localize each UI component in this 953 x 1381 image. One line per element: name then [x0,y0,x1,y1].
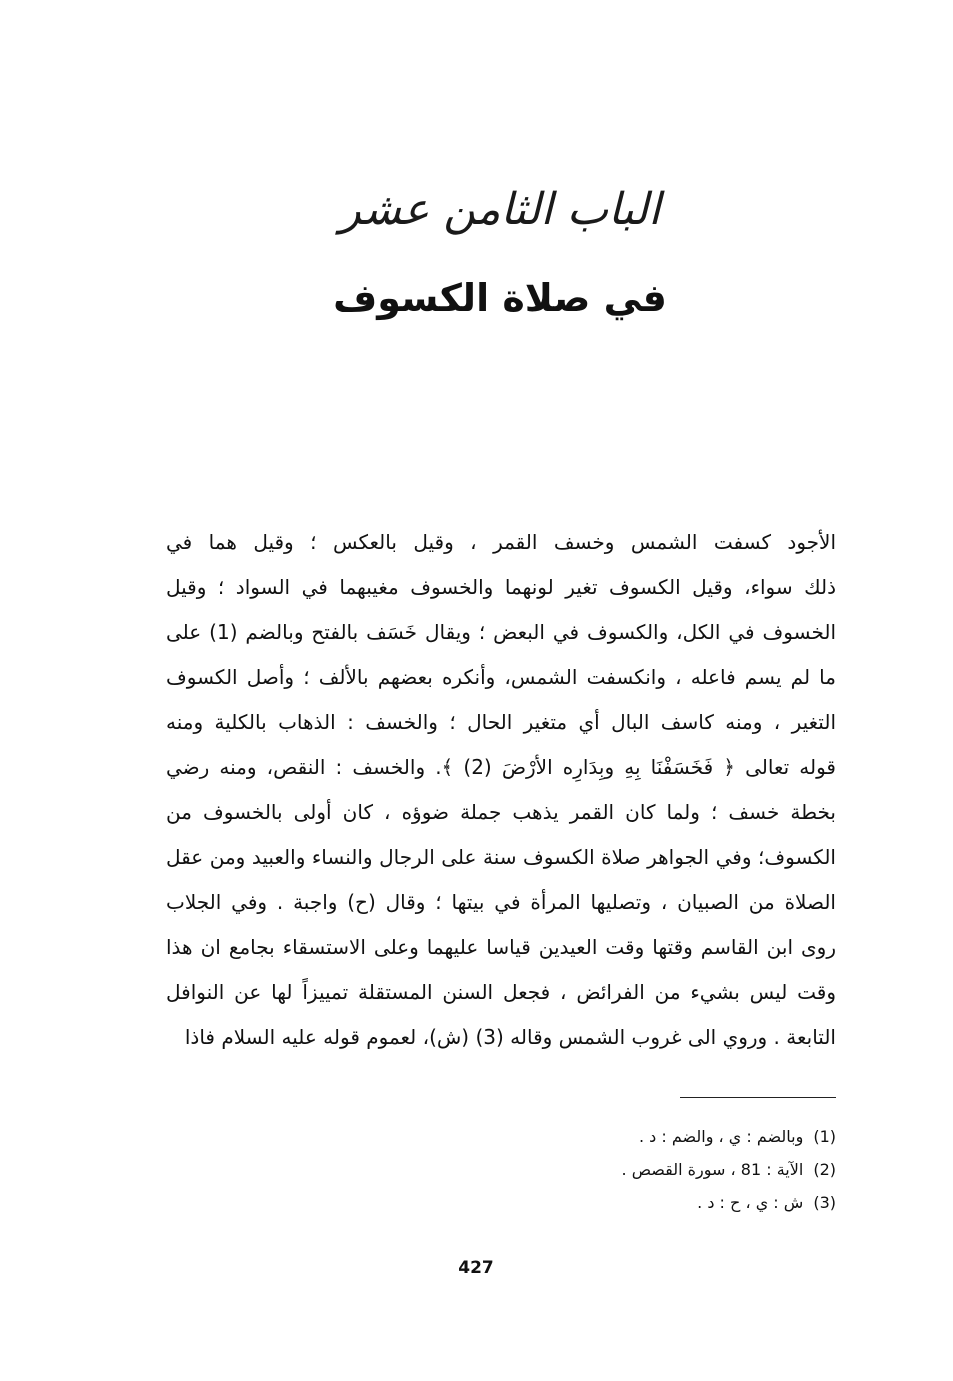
footnotes [420,1120,836,1219]
body-line: روى ابن القاسم وقتها وقت العيدين قياسا عليهما وعلى الاستسقاء بجامع ان هذا [166,935,836,959]
body-line: الخسوف في الكل، والكسوف في البعض ؛ ويقال خَسَف بالفتح وبالضم (1) على [166,620,836,644]
footnote-text: الآية : 81 ، سورة القصص . [621,1160,804,1179]
body-line: ذلك سواء، وقيل الكسوف تغير لونهما والخسوف مغيبهما في السواد ؛ وقيل [166,575,836,599]
footnote [420,1120,836,1153]
footnote-divider [680,1097,836,1098]
body-line: التابعة . وروي الى غروب الشمس وقاله (3) (ش)، لعموم قوله عليه السلام فاذا [184,1025,836,1049]
footnote [420,1153,836,1186]
body-line: بخطة خسف ؛ ولما كان القمر يذهب جملة ضوؤه ، كان أولى بالخسوف من [166,800,836,824]
footnote-text: ش : ي ، ح : د . [697,1193,804,1212]
chapter-subtitle: في صلاة الكسوف [333,276,667,320]
body-line: الصلاة من الصبيان ، وتصليها المرأة في بيتها ؛ وقال (ح) واجبة . وفي الجلاب [166,890,836,914]
footnote-number: (2) [813,1160,836,1179]
footnote-number: (3) [813,1193,836,1212]
body-line: الكسوف؛ وفي الجواهر صلاة الكسوف سنة على الرجال والنساء والعبيد ومن عقل [166,845,836,869]
footnote-number: (1) [813,1127,836,1146]
page-number: 427 [458,1258,494,1278]
body-line: الأجود كسفت الشمس وخسف القمر ، وقيل بالعكس ؛ وقيل هما في [166,530,836,554]
body-text [166,520,836,1060]
body-line: ما لم يسم فاعله ، وانكسفت الشمس، وأنكره بعضهم بالألف ؛ وأصل الكسوف [166,665,836,689]
footnote-text: وبالضم : ي ، والضم : د . [639,1127,804,1146]
chapter-title: الباب الثامن عشر [339,184,661,235]
body-line: وقت ليس بشيء من الفرائض ، فجعل السنن المستقلة تمييزاً لها عن النوافل [166,980,836,1004]
body-line: التغير ، ومنه كاسف البال أي متغير الحال ؛ والخسف : الذهاب بالكلية ومنه [166,710,836,734]
footnote [420,1186,836,1219]
body-line: قوله تعالى ﴿ فَخَسَفْنَا بِهِ وبِدَارِه الأرْضَ (2) ﴾. والخسف : النقص، ومنه رضي [166,755,836,779]
